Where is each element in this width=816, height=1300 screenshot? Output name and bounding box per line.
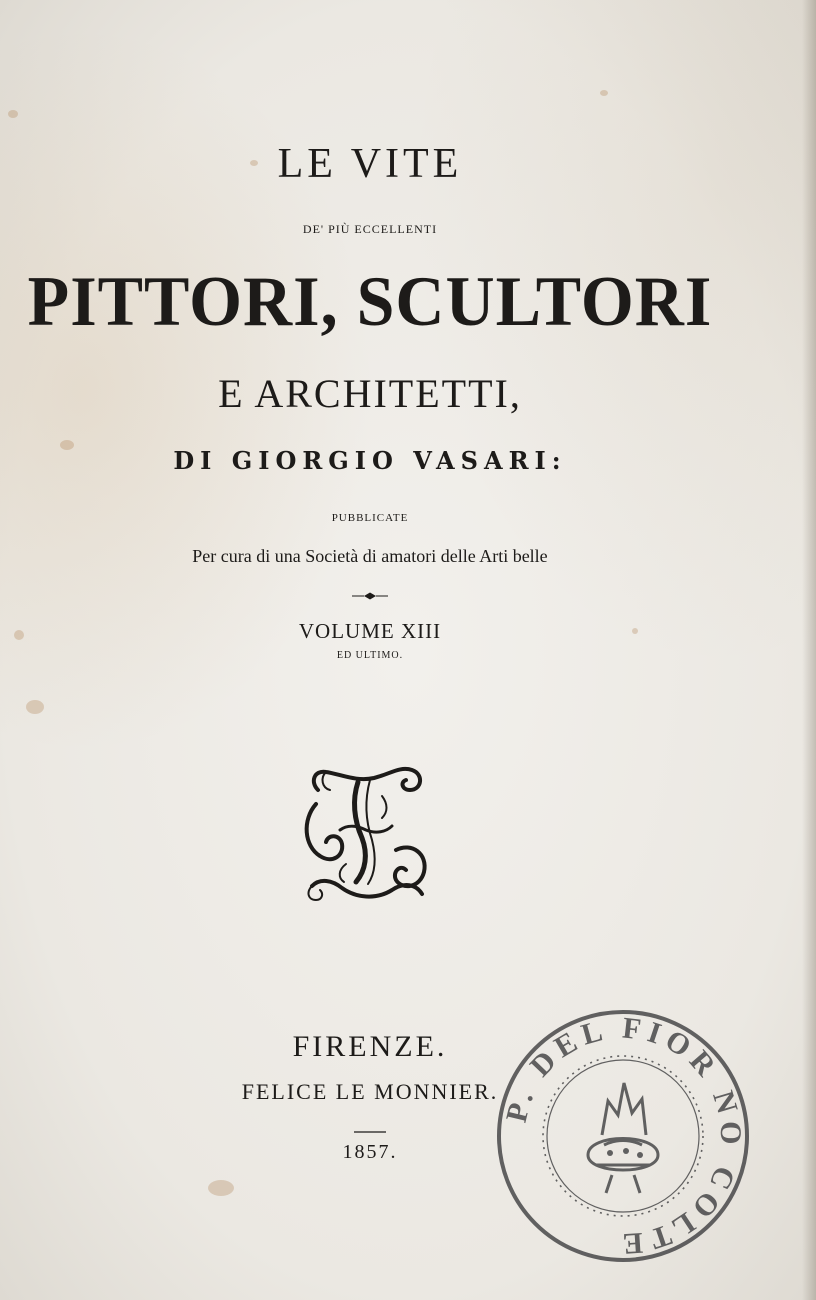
volume-note: ED ULTIMO.: [336, 650, 404, 661]
library-stamp-icon: [492, 1005, 754, 1267]
title-line-2: DE' PIÙ ECCELLENTI: [302, 222, 438, 236]
foxing-spot: [600, 90, 608, 96]
editor-line: Per cura di una Società di amatori delle Arti belle: [192, 546, 548, 566]
fl-monogram-icon: [296, 760, 436, 905]
ornamental-rule: [0, 586, 740, 596]
volume-label: VOLUME XIII: [298, 619, 442, 643]
title-line-1: LE VITE: [277, 141, 463, 187]
imprint-year: 1857.: [342, 1141, 398, 1163]
imprint-publisher: FELICE LE MONNIER.: [241, 1079, 499, 1104]
published-label: PUBBLICATE: [331, 512, 409, 524]
imprint-city: FIRENZE.: [292, 1030, 448, 1063]
foxing-spot: [8, 110, 18, 118]
foxing-spot: [208, 1180, 234, 1196]
title-line-3: PITTORI, SCULTORI: [27, 261, 713, 341]
rule-diamond-icon: [0, 591, 740, 601]
author-line: DI GIORGIO VASARI:: [173, 446, 567, 475]
stamp-text: P. DEL FIOR NO COLTE: [499, 1011, 748, 1261]
title-line-4: E ARCHITETTI,: [218, 371, 522, 416]
foxing-spot: [26, 700, 44, 714]
